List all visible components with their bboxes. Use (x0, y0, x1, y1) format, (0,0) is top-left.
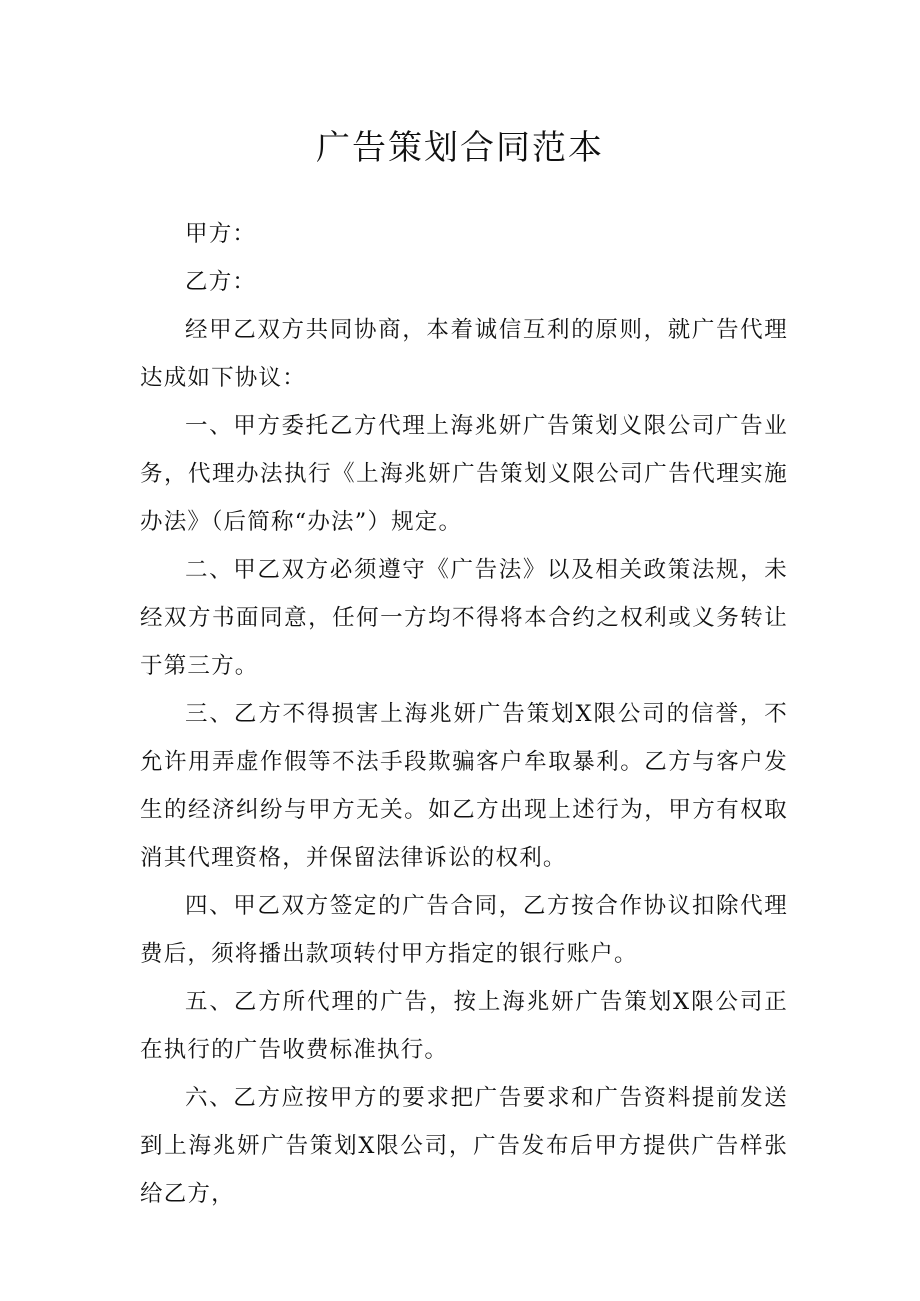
clause-3: 三、乙方不得损害上海兆妍广告策划X限公司的信誉，不允许用弄虚作假等不法手段欺骗客户牟取暴利。乙方与客户发生的经济纠纷与甲方无关。如乙方出现上述行为，甲方有权取消其代理资格，并保留法律诉讼的权利。 (140, 701, 788, 871)
document-body (140, 210, 788, 1218)
document-title: 广告策划合同范本 (316, 128, 604, 168)
party-a-line: 甲方： (185, 221, 257, 247)
intro-paragraph: 经甲乙双方共同协商，本着诚信互利的原则，就广告代理达成如下协议： (140, 317, 788, 391)
clause-5: 五、乙方所代理的广告，按上海兆妍广告策划X限公司正在执行的广告收费标准执行。 (140, 989, 788, 1063)
clause-6: 六、乙方应按甲方的要求把广告要求和广告资料提前发送到上海兆妍广告策划X限公司，广告发布后甲方提供广告样张给乙方， (140, 1085, 788, 1207)
party-b-line: 乙方： (185, 269, 257, 295)
clause-2: 二、甲乙双方必须遵守《广告法》以及相关政策法规，未经双方书面同意，任何一方均不得将本合约之权利或义务转让于第三方。 (140, 557, 788, 679)
clause-1: 一、甲方委托乙方代理上海兆妍广告策划义限公司广告业务，代理办法执行《上海兆妍广告策划义限公司广告代理实施办法》（后简称“办法”）规定。 (140, 413, 788, 535)
clause-4: 四、甲乙双方签定的广告合同，乙方按合作协议扣除代理费后，须将播出款项转付甲方指定的银行账户。 (140, 893, 788, 967)
